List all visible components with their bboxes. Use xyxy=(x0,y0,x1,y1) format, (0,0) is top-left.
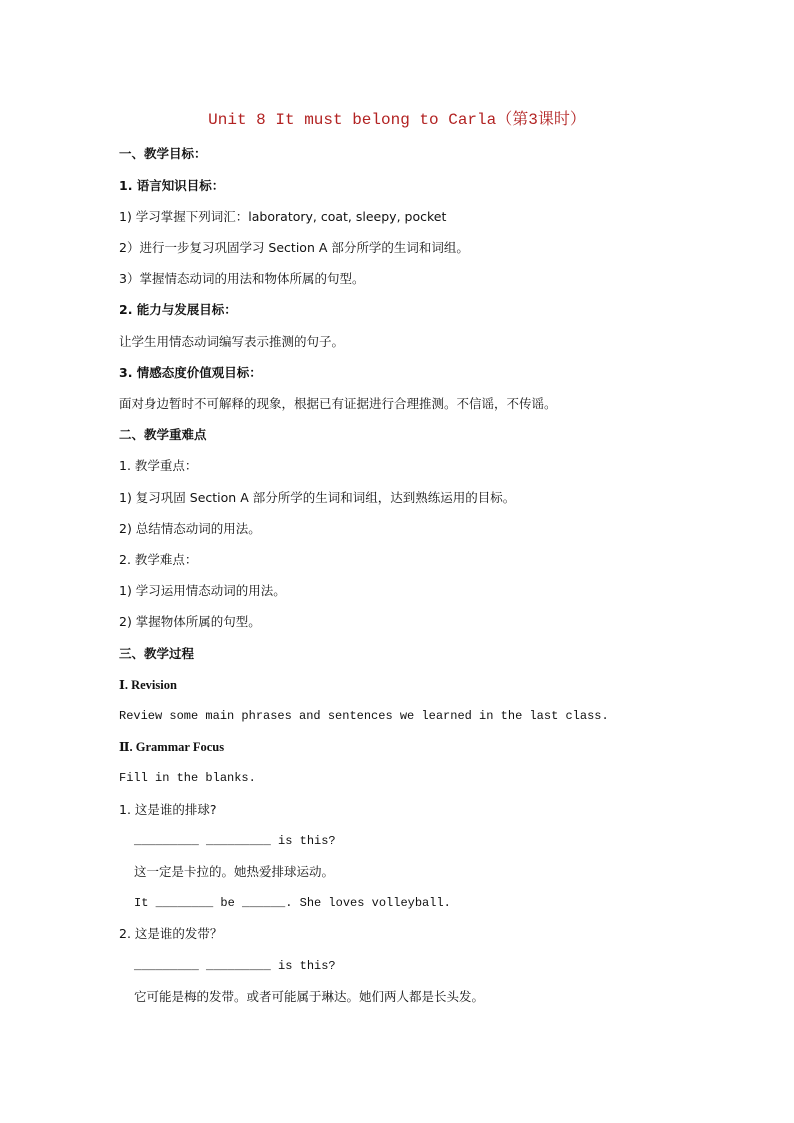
text-line: Fill in the blanks. xyxy=(119,771,256,785)
text-line: 2）进行一步复习巩固学习 Section A 部分所学的生词和词组。 xyxy=(119,240,469,255)
subheading-language-knowledge: 1. 语言知识目标： xyxy=(119,178,225,193)
subheading-key-focus: 1. 教学重点： xyxy=(119,458,198,473)
fill-blank-line: It ________ be ______. She loves volleyball. xyxy=(134,896,451,910)
text-line: 2) 掌握物体所属的句型。 xyxy=(119,614,261,629)
text-line: 让学生用情态动词编写表示推测的句子。 xyxy=(119,334,345,349)
section-heading-process: 三、教学过程 xyxy=(119,646,195,661)
part-heading-revision: Ⅰ. Revision xyxy=(119,678,177,692)
subheading-difficulties: 2. 教学难点： xyxy=(119,552,198,567)
text-line: 这一定是卡拉的。她热爱排球运动。 xyxy=(134,864,335,879)
fill-blank-line: _________ _________ is this? xyxy=(134,834,336,848)
subheading-emotion-goals: 3. 情感态度价值观目标： xyxy=(119,365,262,380)
question-2: 2. 这是谁的发带？ xyxy=(119,926,223,941)
fill-blank-line: _________ _________ is this? xyxy=(134,959,336,973)
text-line: 它可能是梅的发带。或者可能属于琳达。她们两人都是长头发。 xyxy=(134,989,485,1004)
subheading-ability-goals: 2. 能力与发展目标： xyxy=(119,302,237,317)
text-line: 1) 学习运用情态动词的用法。 xyxy=(119,583,286,598)
vocab-line: 1) 学习掌握下列词汇：laboratory, coat, sleepy, pocket xyxy=(119,209,447,224)
section-heading-key-points: 二、教学重难点 xyxy=(119,427,207,442)
text-line: Review some main phrases and sentences we learned in the last class. xyxy=(119,709,609,723)
text-line: 3）掌握情态动词的用法和物体所属的句型。 xyxy=(119,271,365,286)
part-heading-grammar-focus: Ⅱ. Grammar Focus xyxy=(119,740,225,754)
text-line xyxy=(119,209,446,225)
text-line: 2) 总结情态动词的用法。 xyxy=(119,521,261,536)
section-heading-objectives: 一、教学目标： xyxy=(119,146,207,161)
question-1: 1. 这是谁的排球? xyxy=(119,802,217,817)
text-line: 面对身边暂时不可解释的现象，根据已有证据进行合理推测。不信谣，不传谣。 xyxy=(119,396,557,411)
document-title: Unit 8 It must belong to Carla（第3课时） xyxy=(208,111,586,129)
text-line: 1) 复习巩固 Section A 部分所学的生词和词组，达到熟练运用的目标。 xyxy=(119,490,516,505)
